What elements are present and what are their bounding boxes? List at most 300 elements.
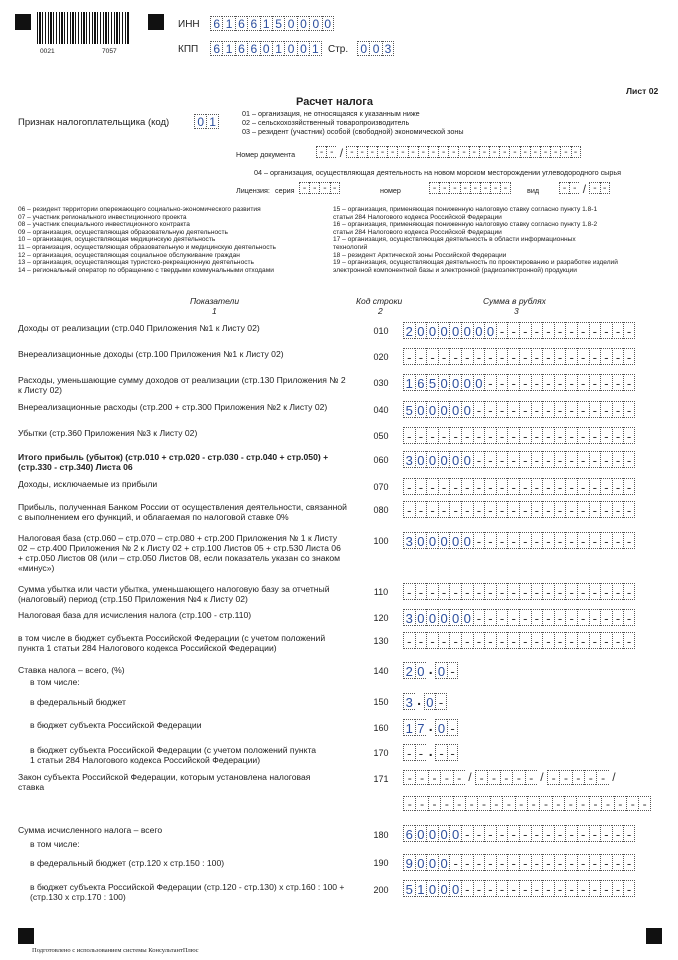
char-cell: -	[589, 427, 601, 444]
char-cell: -	[577, 583, 589, 600]
char-cell: -	[623, 854, 635, 871]
char-cell: -	[496, 427, 508, 444]
rate-150-cells[interactable]	[403, 693, 447, 710]
char-cell: -	[525, 770, 537, 785]
char-cell: -	[461, 478, 473, 495]
char-cell: -	[496, 583, 508, 600]
cell-separator: .	[428, 718, 433, 734]
char-cell: -	[614, 796, 626, 811]
row-code-160: 160	[373, 723, 389, 733]
char-cell: 0	[426, 825, 438, 842]
char-cell: 0	[438, 854, 450, 871]
char-cell: -	[623, 478, 635, 495]
row-label-020: Внереализационные доходы (стр.100 Приложения №1 к Листу 02)	[18, 349, 284, 359]
kpp-cells[interactable]	[210, 41, 322, 56]
law-cells-line1[interactable]	[403, 770, 619, 785]
char-cell: -	[461, 583, 473, 600]
cell-separator: /	[582, 182, 587, 196]
law-label: Закон субъекта Российской Федерации, которым установлена налоговая ставка	[18, 772, 311, 792]
code-list-item: 09 – организация, осуществляющая образовательную деятельность	[18, 228, 228, 236]
row-value-070[interactable]	[403, 478, 635, 495]
cell-separator: /	[468, 770, 472, 784]
code-list-item: 10 – организация, осуществляющая медицинскую деятельность	[18, 236, 216, 244]
char-cell: -	[415, 632, 427, 649]
row-code-171: 171	[373, 774, 389, 784]
char-cell: 0	[260, 41, 272, 56]
row-value-050[interactable]	[403, 427, 635, 444]
char-cell: -	[496, 632, 508, 649]
char-cell: -	[527, 796, 539, 811]
char-cell: -	[507, 583, 519, 600]
char-cell: -	[484, 854, 496, 871]
char-cell: -	[530, 146, 540, 158]
rate-170-cells[interactable]	[403, 744, 458, 761]
char-cell: -	[415, 501, 427, 518]
char-cell: -	[473, 478, 485, 495]
char-cell: -	[559, 182, 569, 194]
char-cell: 0	[473, 374, 485, 391]
char-cell: -	[415, 427, 427, 444]
char-cell: -	[507, 632, 519, 649]
taxpayer-option-01: 01 – организация, не относящаяся к указанным ниже	[242, 109, 420, 118]
char-cell: -	[554, 427, 566, 444]
char-cell: -	[565, 374, 577, 391]
char-cell: -	[612, 501, 624, 518]
char-cell: -	[576, 796, 588, 811]
page-title: Расчет налога	[296, 96, 373, 108]
char-cell: -	[415, 348, 427, 365]
tax-190-cells[interactable]	[403, 854, 635, 871]
char-cell: -	[623, 322, 635, 339]
char-cell: 7	[415, 719, 427, 736]
char-cell: -	[469, 146, 479, 158]
row-value-110[interactable]	[403, 583, 635, 600]
char-cell: -	[542, 854, 554, 871]
char-cell: -	[600, 501, 612, 518]
barcode-left-number: 0021	[40, 48, 55, 55]
char-cell: 0	[438, 609, 450, 626]
char-cell: -	[449, 632, 461, 649]
char-cell: 1	[309, 41, 321, 56]
char-cell: -	[531, 880, 543, 897]
char-cell: -	[600, 427, 612, 444]
char-cell: -	[496, 854, 508, 871]
char-cell: -	[387, 146, 397, 158]
char-cell: -	[484, 632, 496, 649]
char-cell: 0	[461, 451, 473, 468]
char-cell: -	[565, 427, 577, 444]
row-value-080[interactable]	[403, 501, 635, 518]
char-cell: -	[484, 609, 496, 626]
char-cell: 0	[426, 401, 438, 418]
tax-200-cells[interactable]	[403, 880, 635, 897]
law-cells-line2[interactable]	[403, 796, 651, 811]
char-cell: -	[415, 796, 427, 811]
corner-marker-bottom-left	[18, 928, 34, 944]
char-cell: 0	[438, 322, 450, 339]
char-cell: -	[499, 146, 509, 158]
code-list-item: 18 – резидент Арктической зоны Российской Федерации	[333, 251, 507, 259]
char-cell: -	[415, 770, 427, 785]
char-cell: -	[439, 182, 449, 194]
char-cell: 0	[426, 880, 438, 897]
char-cell: -	[612, 583, 624, 600]
char-cell: -	[496, 532, 508, 549]
code-list-item: 17 – организация, осуществляющая деятельность в области информационных	[333, 236, 576, 244]
char-cell: -	[461, 825, 473, 842]
char-cell: -	[449, 854, 461, 871]
char-cell: -	[600, 632, 612, 649]
char-cell: -	[542, 427, 554, 444]
char-cell: -	[496, 880, 508, 897]
char-cell: -	[623, 501, 635, 518]
char-cell: -	[612, 880, 624, 897]
char-cell: -	[565, 401, 577, 418]
char-cell: -	[418, 146, 428, 158]
char-cell: -	[600, 825, 612, 842]
char-cell: -	[612, 609, 624, 626]
char-cell: -	[531, 825, 543, 842]
char-cell: 5	[272, 16, 284, 31]
char-cell: -	[502, 796, 514, 811]
char-cell: 0	[415, 451, 427, 468]
char-cell: -	[461, 501, 473, 518]
char-cell: -	[440, 796, 452, 811]
corner-marker-top-left	[15, 14, 31, 30]
rate-160-cells[interactable]	[403, 719, 458, 736]
char-cell: -	[589, 632, 601, 649]
char-cell: 6	[235, 41, 247, 56]
char-cell: -	[596, 770, 608, 785]
cell-separator: .	[428, 661, 433, 677]
row-label-050: Убытки (стр.360 Приложения №3 к Листу 02)	[18, 428, 198, 438]
char-cell: -	[601, 796, 613, 811]
code-list-item: 08 – участник специального инвестиционного контракта	[18, 221, 190, 229]
char-cell: -	[519, 880, 531, 897]
license-type-label: вид	[527, 186, 540, 195]
char-cell: -	[496, 322, 508, 339]
char-cell: -	[600, 854, 612, 871]
char-cell: -	[623, 825, 635, 842]
rate-incl-label: в том числе:	[30, 677, 80, 687]
char-cell: -	[299, 182, 309, 194]
char-cell: 0	[424, 693, 436, 710]
char-cell: -	[589, 322, 601, 339]
char-cell: -	[458, 146, 468, 158]
char-cell: -	[346, 146, 356, 158]
char-cell: -	[479, 146, 489, 158]
corner-marker-bottom-right	[646, 928, 662, 944]
char-cell: -	[554, 825, 566, 842]
char-cell: -	[515, 796, 527, 811]
char-cell: -	[519, 854, 531, 871]
license-number-label: номер	[380, 186, 401, 195]
char-cell: -	[507, 609, 519, 626]
row-label-100: Налоговая база (стр.060 – стр.070 – стр.080 + стр.200 Приложения № 1 к Листу 02 – стр.400 Приложения № 2 к Листу 02 + стр.100 Листов 05 + стр.530 Листа 06 + стр.050 Листов 08 (или – стр.050 Листов 08, если показатель указан со знаком «минус»)	[18, 533, 341, 573]
char-cell: -	[477, 796, 489, 811]
char-cell: -	[489, 146, 499, 158]
char-cell: -	[438, 632, 450, 649]
char-cell: -	[589, 182, 599, 194]
char-cell: -	[426, 632, 438, 649]
row-value-130[interactable]	[403, 632, 635, 649]
code-list-item: 13 – организация, осуществляющая туристско-рекреационную деятельность	[18, 259, 254, 267]
char-cell: -	[507, 501, 519, 518]
sheet-label: Лист 02	[626, 86, 659, 96]
char-cell: 0	[426, 532, 438, 549]
char-cell: -	[531, 451, 543, 468]
char-cell: -	[484, 532, 496, 549]
char-cell: -	[623, 532, 635, 549]
char-cell: -	[316, 146, 326, 158]
char-cell: 0	[297, 16, 309, 31]
char-cell: 0	[473, 322, 485, 339]
char-cell: -	[484, 583, 496, 600]
char-cell: -	[554, 532, 566, 549]
row-code-200: 200	[373, 885, 389, 895]
row-code-140: 140	[373, 666, 389, 676]
char-cell: -	[496, 374, 508, 391]
char-cell: -	[600, 451, 612, 468]
column-number-1: 1	[212, 306, 217, 316]
char-cell: 0	[415, 662, 427, 679]
inn-cells[interactable]	[210, 16, 334, 31]
char-cell: 6	[235, 16, 247, 31]
char-cell: -	[554, 632, 566, 649]
char-cell: 6	[247, 41, 259, 56]
char-cell: 0	[484, 322, 496, 339]
char-cell: 0	[284, 16, 296, 31]
char-cell: 6	[415, 374, 427, 391]
row-label-080: Прибыль, полученная Банком России от осуществления деятельности, связанной с выполнением его функций, и облагаемая по налоговой ставке 0%	[18, 502, 347, 522]
row-code-180: 180	[373, 830, 389, 840]
license-number-cells[interactable]	[429, 182, 511, 194]
char-cell: -	[509, 146, 519, 158]
char-cell: -	[542, 374, 554, 391]
char-cell: -	[496, 501, 508, 518]
cell-separator: /	[540, 770, 544, 784]
taxpayer-option-03: 03 – резидент (участник) особой (свободной) экономической зоны	[242, 127, 464, 136]
char-cell: -	[500, 182, 510, 194]
tax-180-cells[interactable]	[403, 825, 635, 842]
char-cell: -	[565, 632, 577, 649]
char-cell: 1	[272, 41, 284, 56]
char-cell: -	[377, 146, 387, 158]
rate-regional-label: в бюджет субъекта Российской Федерации	[30, 720, 202, 730]
char-cell: -	[542, 451, 554, 468]
char-cell: 0	[461, 322, 473, 339]
char-cell: -	[554, 322, 566, 339]
column-number-2: 2	[378, 306, 383, 316]
row-label-030: Расходы, уменьшающие сумму доходов от реализации (стр.130 Приложения № 2 к Листу 02)	[18, 375, 346, 395]
char-cell: -	[484, 478, 496, 495]
char-cell: -	[453, 770, 465, 785]
char-cell: -	[577, 501, 589, 518]
char-cell: -	[438, 348, 450, 365]
document-number-label: Номер документа	[236, 150, 296, 159]
char-cell: -	[554, 583, 566, 600]
code-list-item: 19 – организация, осуществляющая деятельность по проектированию и разработке изделий	[333, 259, 618, 267]
cell-separator: /	[612, 770, 616, 784]
taxpayer-option-02: 02 – сельскохозяйственный товаропроизводитель	[242, 118, 410, 127]
row-value-120[interactable]	[403, 609, 635, 626]
column-header-indicators: Показатели	[190, 296, 240, 306]
char-cell: 0	[438, 374, 450, 391]
char-cell: -	[484, 427, 496, 444]
char-cell: -	[550, 146, 560, 158]
char-cell: -	[638, 796, 650, 811]
char-cell: -	[589, 478, 601, 495]
char-cell: -	[560, 146, 570, 158]
char-cell: 0	[449, 825, 461, 842]
char-cell: -	[403, 348, 415, 365]
row-code-120: 120	[373, 613, 389, 623]
char-cell: -	[554, 451, 566, 468]
char-cell: -	[496, 478, 508, 495]
char-cell: -	[519, 825, 531, 842]
char-cell: -	[519, 451, 531, 468]
char-cell: -	[577, 374, 589, 391]
char-cell: -	[512, 770, 524, 785]
char-cell: -	[519, 427, 531, 444]
char-cell: -	[559, 770, 571, 785]
row-value-040[interactable]	[403, 401, 635, 418]
inn-label: ИНН	[178, 19, 200, 30]
row-code-050: 050	[373, 431, 389, 441]
char-cell: -	[519, 348, 531, 365]
row-value-030[interactable]	[403, 374, 635, 391]
code-list-item: 14 – региональный оператор по обращению с твердыми коммунальными отходами	[18, 266, 274, 274]
char-cell: -	[440, 770, 452, 785]
char-cell: -	[531, 401, 543, 418]
char-cell: -	[626, 796, 638, 811]
char-cell: -	[589, 532, 601, 549]
char-cell: -	[589, 348, 601, 365]
taxpayer-label: Признак налогоплательщика (код)	[18, 117, 170, 128]
char-cell: -	[542, 583, 554, 600]
char-cell: -	[519, 532, 531, 549]
char-cell: 1	[206, 114, 218, 129]
char-cell: -	[572, 770, 584, 785]
char-cell: -	[461, 854, 473, 871]
row-value-020[interactable]	[403, 348, 635, 365]
char-cell: -	[577, 609, 589, 626]
char-cell: 0	[369, 41, 381, 56]
page-label: Стр.	[328, 44, 349, 55]
char-cell: -	[577, 427, 589, 444]
char-cell: -	[612, 427, 624, 444]
char-cell: -	[426, 427, 438, 444]
char-cell: -	[473, 532, 485, 549]
char-cell: -	[542, 348, 554, 365]
char-cell: -	[475, 770, 487, 785]
char-cell: -	[519, 401, 531, 418]
row-code-030: 030	[373, 378, 389, 388]
rate-total-label: Ставка налога – всего, (%)	[18, 665, 125, 675]
char-cell: -	[357, 146, 367, 158]
char-cell: -	[600, 532, 612, 549]
char-cell: -	[623, 451, 635, 468]
char-cell: -	[519, 501, 531, 518]
char-cell: 5	[403, 880, 415, 897]
char-cell: -	[531, 532, 543, 549]
char-cell: 0	[449, 451, 461, 468]
char-cell: -	[612, 854, 624, 871]
char-cell: -	[403, 796, 415, 811]
row-label-010: Доходы от реализации (стр.040 Приложения №1 к Листу 02)	[18, 323, 260, 333]
char-cell: 6	[210, 41, 222, 56]
char-cell: -	[473, 427, 485, 444]
license-type-cells[interactable]	[559, 182, 610, 197]
row-value-100[interactable]	[403, 532, 635, 549]
char-cell: -	[484, 825, 496, 842]
taxpayer-code-cells[interactable]	[194, 114, 219, 129]
license-series-cells[interactable]	[299, 182, 340, 194]
char-cell: 0	[297, 41, 309, 56]
char-cell: -	[577, 478, 589, 495]
char-cell: -	[330, 182, 340, 194]
kpp-label: КПП	[178, 44, 199, 55]
char-cell: 2	[403, 322, 415, 339]
rate-140-cells[interactable]	[403, 662, 458, 679]
char-cell: -	[577, 854, 589, 871]
column-number-3: 3	[514, 306, 519, 316]
char-cell: -	[589, 825, 601, 842]
char-cell: -	[589, 583, 601, 600]
char-cell: 0	[309, 16, 321, 31]
char-cell: 0	[438, 451, 450, 468]
char-cell: -	[438, 146, 448, 158]
char-cell: 1	[403, 719, 415, 736]
char-cell: -	[484, 501, 496, 518]
char-cell: -	[403, 427, 415, 444]
char-cell: -	[589, 451, 601, 468]
char-cell: -	[531, 374, 543, 391]
char-cell: 0	[449, 609, 461, 626]
char-cell: -	[473, 501, 485, 518]
char-cell: -	[589, 609, 601, 626]
char-cell: -	[519, 609, 531, 626]
char-cell: -	[554, 478, 566, 495]
row-label-120: Налоговая база для исчисления налога (стр.100 - стр.110)	[18, 610, 252, 620]
char-cell: 6	[247, 16, 259, 31]
char-cell: 0	[438, 532, 450, 549]
char-cell: -	[623, 374, 635, 391]
char-cell: -	[449, 427, 461, 444]
char-cell: -	[496, 825, 508, 842]
char-cell: -	[460, 182, 470, 194]
char-cell: -	[569, 182, 579, 194]
corner-marker-top-right	[148, 14, 164, 30]
code-list-item: статьи 284 Налогового кодекса Российской Федерации	[333, 228, 502, 236]
char-cell: 0	[449, 532, 461, 549]
char-cell: -	[507, 451, 519, 468]
char-cell: 0	[461, 609, 473, 626]
char-cell: -	[565, 880, 577, 897]
char-cell: -	[623, 427, 635, 444]
char-cell: 0	[415, 532, 427, 549]
char-cell: -	[600, 609, 612, 626]
char-cell: -	[519, 322, 531, 339]
char-cell: 0	[415, 401, 427, 418]
document-number-cells[interactable]	[316, 146, 581, 161]
char-cell: 0	[426, 322, 438, 339]
page-cells[interactable]	[357, 41, 394, 56]
char-cell: -	[612, 825, 624, 842]
row-value-060[interactable]	[403, 451, 635, 468]
row-value-010[interactable]	[403, 322, 635, 339]
row-code-010: 010	[373, 326, 389, 336]
